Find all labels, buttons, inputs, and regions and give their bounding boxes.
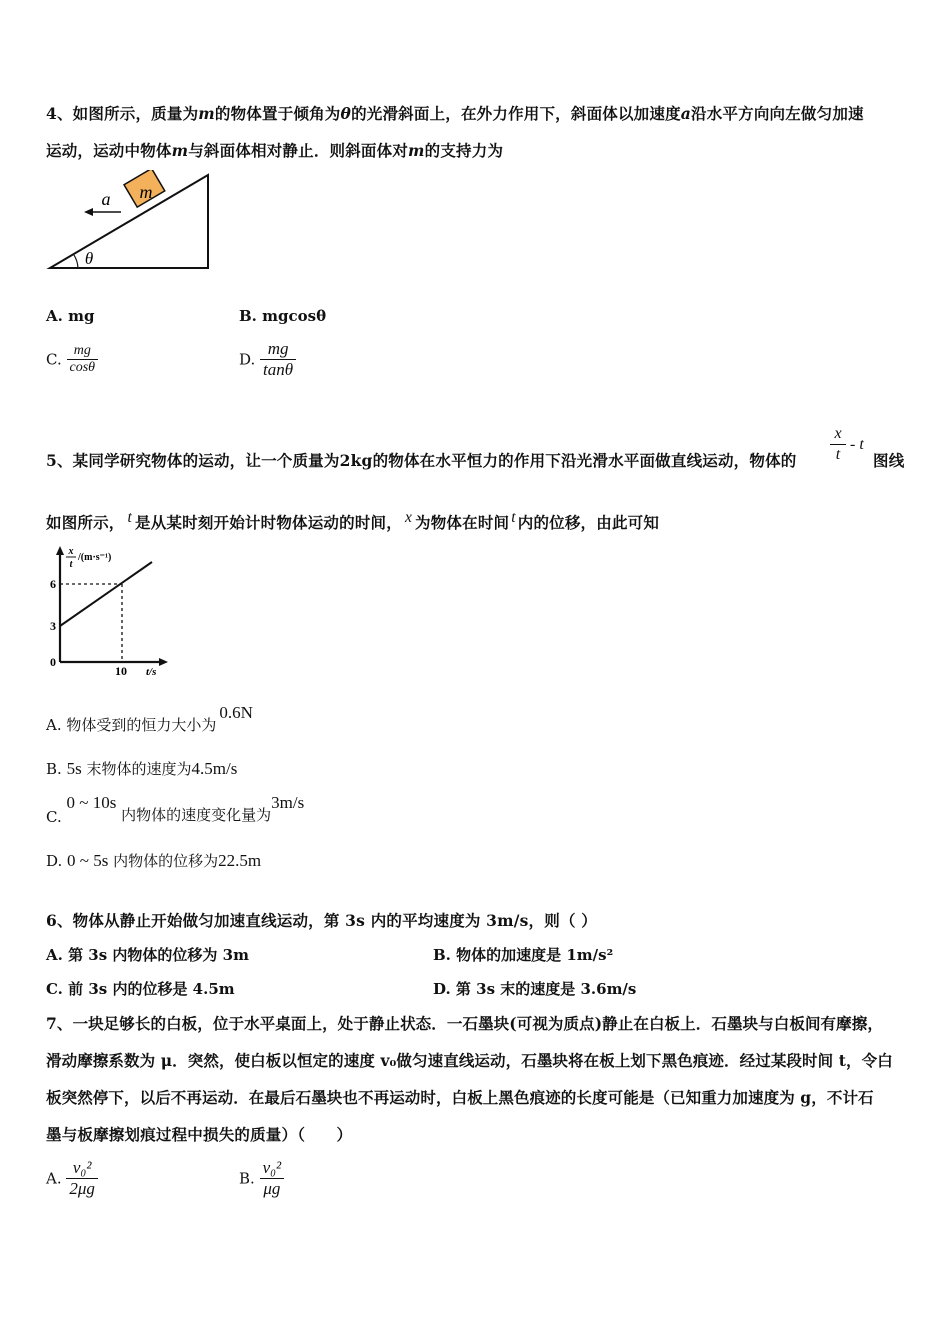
fraction-numerator: x	[830, 424, 846, 445]
option-value: 22.5m	[218, 851, 262, 870]
q5-text: 的物体在水平恒力的作用下沿光滑水平面做直线运动，物体的	[372, 451, 797, 470]
fraction-numerator: v₀²	[72, 1158, 92, 1177]
q5-var-t: t	[511, 509, 516, 526]
option-label: C.	[46, 350, 62, 369]
option-label: B.	[239, 1169, 255, 1188]
q6-option-c[interactable]: C. 前 3s 内的位移是 4.5m	[46, 980, 235, 998]
fraction-denominator: cosθ	[67, 359, 99, 376]
option-label: C.	[46, 808, 62, 826]
q4-var-m: m	[171, 141, 189, 160]
option-label: B.	[239, 307, 257, 325]
q4-option-d-fraction	[260, 339, 296, 380]
q5-mass: 2kg	[339, 451, 373, 470]
fraction-denominator: tanθ	[260, 359, 296, 380]
q4-stem-line2	[46, 139, 503, 161]
q4-option-d[interactable]	[239, 339, 296, 380]
accel-arrow-head	[84, 208, 93, 216]
q5-dash-t: - t	[850, 436, 864, 453]
q4-text: 的支持力为	[424, 141, 504, 160]
q5-stem-line1-end: 图线	[873, 451, 905, 470]
x-label: t/s	[146, 666, 157, 678]
option-value: 0.6N	[219, 703, 253, 722]
q7-option-b[interactable]	[239, 1158, 284, 1199]
option-label: A.	[46, 1169, 62, 1188]
option-text: 内物体的速度变化量为	[121, 806, 272, 824]
q7-option-b-fraction	[260, 1158, 285, 1199]
q5-var-x: x	[404, 509, 413, 526]
q5-text: 5、某同学研究物体的运动，让一个质量为	[46, 451, 340, 470]
option-text: 末物体的速度为	[86, 760, 192, 778]
option-label: B.	[46, 760, 62, 778]
fraction-numerator: v₀²	[262, 1158, 282, 1177]
q7-stem-line2: 滑动摩擦系数为 μ．突然，使白板以恒定的速度 v₀做匀速直线运动，石墨块将在板上划下黑色痕迹．经过某段时间 t，令白	[46, 1051, 893, 1070]
fraction-denominator: t	[835, 446, 841, 463]
q4-var-theta: θ	[340, 104, 352, 123]
q4-text: 与斜面体相对静止．则斜面体对	[188, 141, 409, 160]
fraction-denominator: 2μg	[66, 1178, 98, 1199]
tick-6: 6	[50, 577, 56, 591]
q4-option-a[interactable]	[46, 307, 94, 325]
q5-xt-fraction	[830, 424, 846, 465]
q6-option-d[interactable]: D. 第 3s 末的速度是 3.6m/s	[433, 980, 637, 998]
option-value: 4.5m/s	[191, 759, 238, 778]
q5-text: 内的位移，由此可知	[517, 513, 660, 532]
option-label: D.	[46, 852, 63, 870]
q5-stem-line1	[46, 449, 796, 471]
y-label-den: t	[69, 559, 73, 570]
q5-text: 是从某时刻开始计时物体运动的时间，	[135, 513, 402, 532]
q7-option-a-fraction	[66, 1158, 98, 1199]
q4-text: 4、如图所示，质量为	[46, 104, 199, 123]
tick-3: 3	[50, 619, 56, 633]
q5-option-b[interactable]	[46, 758, 237, 779]
q4-var-a: a	[680, 104, 692, 123]
q5-option-c[interactable]	[46, 792, 305, 826]
q4-option-c-fraction	[67, 343, 99, 376]
q6-option-a[interactable]: A. 第 3s 内物体的位移为 3m	[46, 946, 249, 964]
option-text: A. 物体受到的恒力大小为	[46, 716, 217, 734]
q5-option-d[interactable]	[46, 850, 261, 871]
q5-xt-graph	[44, 544, 174, 678]
q4-option-b[interactable]	[239, 307, 326, 325]
q4-text: 的物体置于倾角为	[214, 104, 341, 123]
accel-label: a	[101, 189, 111, 209]
q7-stem-line4: 墨与板摩擦划痕过程中损失的质量）（ ）	[46, 1125, 353, 1144]
option-value: 0 ~ 5s	[67, 851, 109, 870]
option-value: 5s	[66, 759, 82, 778]
q4-var-m: m	[198, 104, 215, 123]
option-label: D.	[239, 350, 256, 369]
q5-stem-line2	[46, 511, 659, 533]
option-text: 内物体的位移为	[113, 852, 219, 870]
fraction-denominator: μg	[260, 1178, 285, 1199]
q6-stem: 6、物体从静止开始做匀加速直线运动，第 3s 内的平均速度为 3m/s，则（ ）	[46, 911, 597, 930]
q4-incline-figure	[44, 170, 214, 274]
q7-stem-line3: 板突然停下，以后不再运动．在最后石墨块也不再运动时，白板上黑色痕迹的长度可能是（已知重力加速度为 g，不计石	[46, 1088, 874, 1107]
tick-0: 0	[50, 655, 56, 669]
q4-stem-line1	[46, 102, 864, 124]
q6-option-b[interactable]: B. 物体的加速度是 1m/s²	[433, 946, 614, 964]
angle-label: θ	[84, 249, 94, 268]
y-unit: /(m·s⁻¹)	[78, 552, 112, 563]
q5-text: 为物体在时间	[415, 513, 510, 532]
q5-option-a[interactable]	[46, 702, 253, 734]
q4-option-c[interactable]	[46, 343, 98, 376]
block-m-label: m	[139, 182, 153, 202]
angle-arc	[74, 255, 78, 268]
q7-stem-line1: 7、一块足够长的白板，位于水平桌面上，处于静止状态．一石墨块(可视为质点)静止在白板上．石墨块与白板间有摩擦，	[46, 1014, 883, 1033]
option-label: A.	[46, 307, 63, 325]
option-value: 3m/s	[271, 793, 305, 812]
q4-var-m: m	[408, 141, 425, 160]
x-axis-arrow	[159, 658, 168, 666]
tick-10: 10	[115, 664, 127, 678]
data-line	[60, 562, 152, 626]
fraction-numerator: mg	[267, 339, 289, 358]
y-axis-arrow	[56, 546, 64, 555]
option-text: mgcosθ	[262, 307, 327, 325]
option-text: mg	[68, 307, 95, 325]
option-value: 0 ~ 10s	[66, 793, 117, 812]
q4-text: 沿水平方向向左做匀加速	[691, 104, 864, 123]
fraction-numerator: mg	[73, 343, 91, 358]
q4-text: 的光滑斜面上，在外力作用下，斜面体以加速度	[351, 104, 681, 123]
y-label-num: x	[68, 546, 74, 557]
q7-option-a[interactable]	[46, 1158, 98, 1199]
q4-text: 运动，运动中物体	[46, 141, 172, 160]
q5-var-t: t	[127, 509, 133, 526]
q5-text: 如图所示，	[46, 513, 125, 532]
